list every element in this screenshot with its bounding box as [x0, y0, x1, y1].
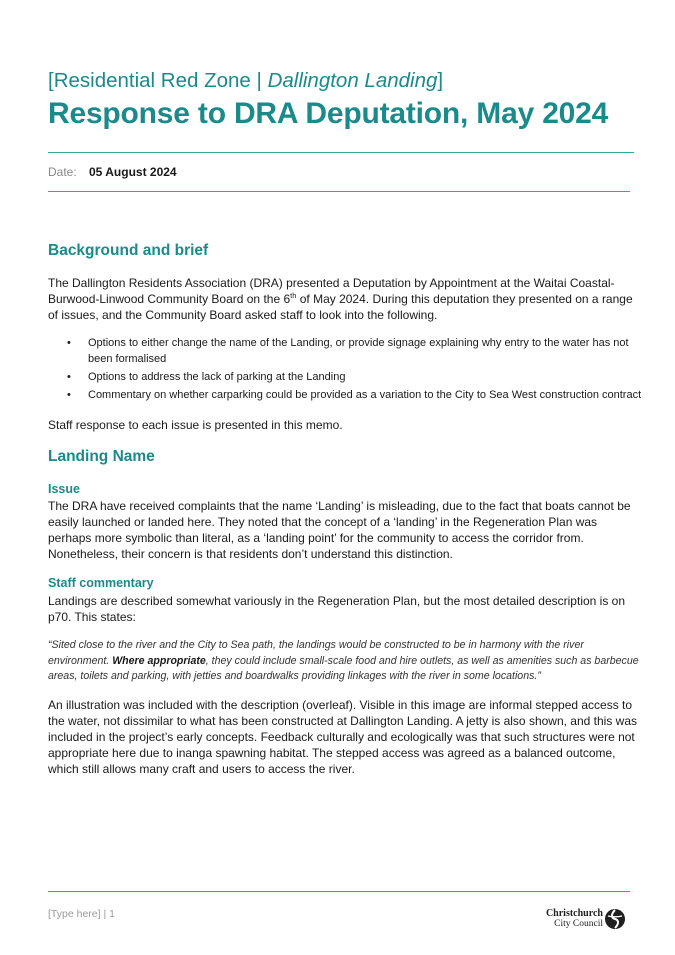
bullet-icon: • [67, 389, 71, 401]
list-item: • Options to address the lack of parking at the Landing [67, 371, 346, 383]
quote-emphasis: Where appropriate [112, 654, 206, 667]
background-closing: Staff response to each issue is presented in this memo. [48, 418, 343, 432]
logo-line-2: City Council [554, 919, 603, 929]
issue-paragraph: The DRA have received complaints that the name ‘Landing’ is misleading, due to the fact that boats cannot be easily launched or landed here. They noted that the concept of a ‘landing’ in the Regeneration Plan was perhaps more symbolic than literal, as a ‘landing point’ for the community to access the corridor from. Nonetheless, their concern is that residents don’t understand this distinction. [48, 499, 631, 561]
section-heading-landing-name: Landing Name [48, 448, 155, 465]
footer-page-info: [Type here] | 1 [48, 908, 115, 920]
regeneration-plan-quote: “Sited close to the river and the City to Sea path, the landings would be constructed to be in harmony with the river environment. Where appropriate, they could include small-scale food and hire outlets, as well as amenities such as barbecue areas, toilets and parking, with jetties and boardwalks providing linkages with the river in some locations.” [48, 639, 639, 682]
footer-divider [48, 891, 630, 892]
list-item: • Commentary on whether carparking could be provided as a variation to the City to Sea West construction contract [67, 389, 642, 401]
supertitle-italic: Dallington Landing [267, 69, 438, 92]
list-item: • Options to either change the name of the Landing, or provide signage explaining why entry to the water has not been formalised [67, 337, 629, 365]
document-supertitle: [Residential Red Zone | Dallington Landing] [48, 69, 444, 92]
document-title: Response to DRA Deputation, May 2024 [48, 97, 609, 130]
date-label: Date: [48, 165, 77, 179]
council-emblem-icon [604, 908, 626, 930]
logo-line-1: Christchurch [545, 908, 603, 919]
christchurch-city-council-logo [543, 906, 627, 932]
header-divider-top [48, 152, 634, 153]
subheading-staff-commentary: Staff commentary [48, 576, 154, 590]
section-heading-background: Background and brief [48, 242, 209, 259]
header-divider-bottom [48, 191, 630, 192]
date-value: 05 August 2024 [89, 165, 177, 179]
subheading-issue: Issue [48, 482, 80, 496]
illustration-paragraph: An illustration was included with the description (overleaf). Visible in this image are informal stepped access to the water, not dissimilar to what has been constructed at Dallington Landing. A jetty is also shown, and this was included in the project’s early concepts. Feedback culturally and ecologically was that such structures were not appropriate here due to inanga spawning habitat. The stepped access was agreed as a balanced outcome, which still allows many craft and users to access the river. [48, 698, 638, 776]
staff-commentary-paragraph: Landings are described somewhat variously in the Regeneration Plan, but the most detailed description is on p70. This states: [48, 594, 626, 624]
bullet-icon: • [67, 371, 71, 383]
background-paragraph: The Dallington Residents Association (DRA) presented a Deputation by Appointment at the Waitai Coastal-Burwood-Linwood Community Board on the 6th of May 2024. During this deputation they presented on a range of issues, and the Community Board asked staff to look into the following. [48, 276, 633, 322]
request-list [48, 335, 648, 405]
bullet-icon: • [67, 337, 71, 349]
